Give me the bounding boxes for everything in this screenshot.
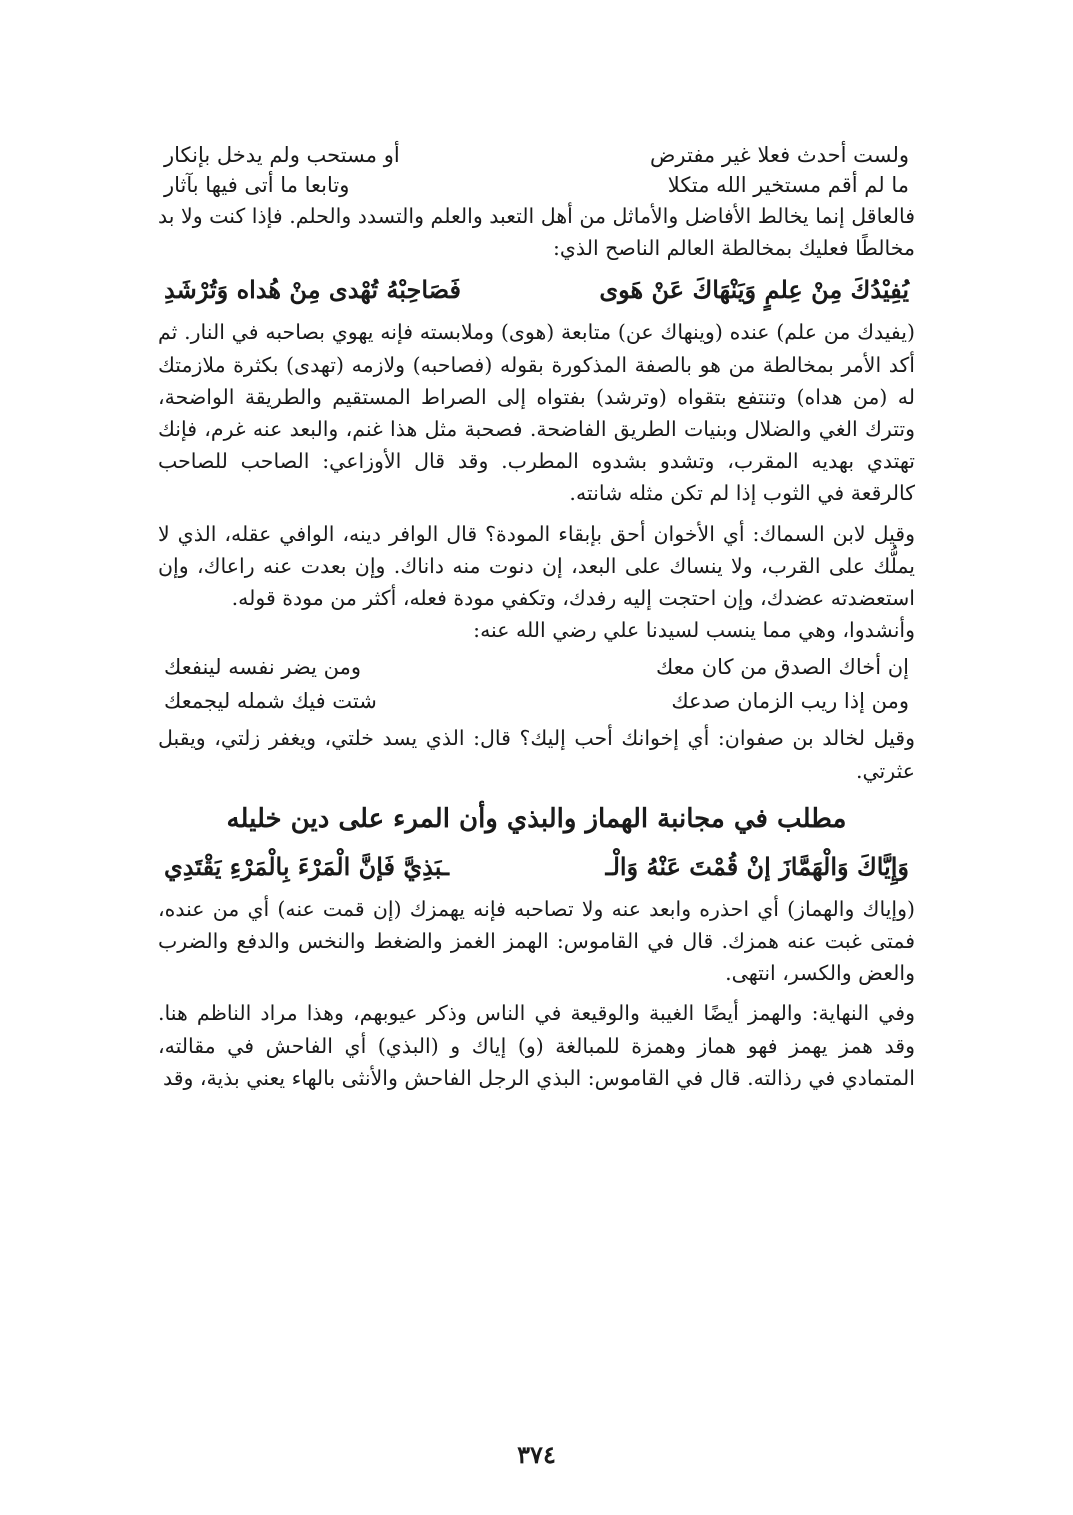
hemistich-second: فَصَاحِبْهُ تُهْدى مِنْ هُداه وَتُرْشَدِ xyxy=(164,275,461,305)
hemistich-first: ومن إذا ريب الزمان صدعك xyxy=(671,689,909,714)
poem-block xyxy=(158,650,915,718)
hemistich-second: أو مستحب ولم يدخل بإنكار xyxy=(164,143,400,167)
verse-couplet xyxy=(158,270,915,310)
poem-couplet xyxy=(158,170,915,200)
hemistich-first: ولست أحدث فعلا غير مفترض xyxy=(650,143,909,167)
hemistich-second: شتت فيك شمله ليجمعك xyxy=(164,689,377,714)
poem-couplet xyxy=(158,650,915,684)
paragraph: وفي النهاية: والهمز أيضًا الغيبة والوقيعة في الناس وذكر عيوبهم، وهذا مراد الناظم هنا. وقد همز يهمز فهو هماز وهمزة للمبالغة (و) إياك و (البذي) أي الفاحش في مقالته، المتمادي في رذالته. قال في القاموس: البذي الرجل الفاحش والأنثى بالهاء يعني بذية، وقد xyxy=(158,1001,915,1090)
poem-couplet xyxy=(158,140,915,170)
verse-couplet xyxy=(158,847,915,887)
paragraph: وقيل لابن السماك: أي الأخوان أحق بإبقاء المودة؟ قال الوافر دينه، الوافي عقله، الذي لا يملُّك على القرب، ولا ينساك على البعد، إن دنوت منه داناك. وإن بعدت عنه راعاك، وإن استعضدته عضدك، وإن احتجت إليه رفدك، وتكفي مودة فعله، أكثر من مودة قوله. xyxy=(158,521,915,611)
paragraph: فالعاقل إنما يخالط الأفاضل والأماثل من أهل التعبد والعلم والتسدد والحلم. فإذا كنت ولا بد مخالطًا فعليك بمخالطة العالم الناصح الذي: xyxy=(158,204,915,261)
paragraph: (وإياك والهماز) أي احذره وابعد عنه ولا تصاحبه فإنه يهمزك (إن قمت عنه) أي من عنده، فمتى غبت عنه همزك. قال في القاموس: الهمز الغمز والضغط والنخس والدفع والضرب والعض والكسر، انتهى. xyxy=(158,896,915,986)
poem-couplet xyxy=(158,684,915,718)
hemistich-first: إن أخاك الصدق من كان معك xyxy=(655,655,909,680)
hemistich-first: ما لم أقم مستخير الله متكلا xyxy=(667,173,909,197)
hemistich-first: يُفِيْدُكَ مِنْ عِلمٍ وَيَنْهَاكَ عَنْ هَوى xyxy=(599,275,909,305)
paragraph: وأنشدوا، وهي مما ينسب لسيدنا علي رضي الله عنه: xyxy=(473,618,915,643)
paragraph: وقيل لخالد بن صفوان: أي إخوانك أحب إليك؟ قال: الذي يسد خلتي، ويغفر زلتي، ويقبل عثرتي. xyxy=(158,726,915,783)
spacer xyxy=(158,989,915,997)
hemistich-first: وَإِيَّاكَ وَالْهَمَّازَ إنْ قُمْتَ عَنْهُ وَالْـ xyxy=(605,851,909,881)
hemistich-second: ومن يضر نفسه لينفعك xyxy=(164,655,362,680)
section-title: مطلب في مجانبة الهماز والبذي وأن المرء على دين خليله xyxy=(226,803,847,834)
hemistich-second: ـبَذِيَّ فَإنَّ الْمَرْءَ بِالْمَرْءِ يَقْتَدِي xyxy=(164,851,450,881)
hemistich-second: وتابعا ما أتى فيها بآثار xyxy=(164,173,350,197)
spacer xyxy=(158,510,915,518)
paragraph: (يفيدك من علم) عنده (وينهاك عن) متابعة (هوى) وملابسته فإنه يهوي بصاحبه في النار. ثم أكد الأمر بمخالطة من هو بالصفة المذكورة بقوله (فصاحبه) ولازمه (تهدى) بكثرة ملازمتك له (من هداه) وتنتفع بتقواه (وترشد) بفتواه إلى الصراط المستقيم والطريقة الواضحة، وتترك الغي والضلال وبنيات الطريق الفاضحة. فصحبة مثل هذا غنم، والبعد عنه غرم، فإنك تهتدي بهديه المقرب، وتشدو بشدوه المطرب. وقد قال الأوزاعي: الصاحب للصاحب كالرقعة في الثوب إذا لم تكن مثله شانته. xyxy=(158,320,915,506)
page-number: ٣٧٤ xyxy=(517,1440,556,1469)
poem-block xyxy=(158,140,915,200)
